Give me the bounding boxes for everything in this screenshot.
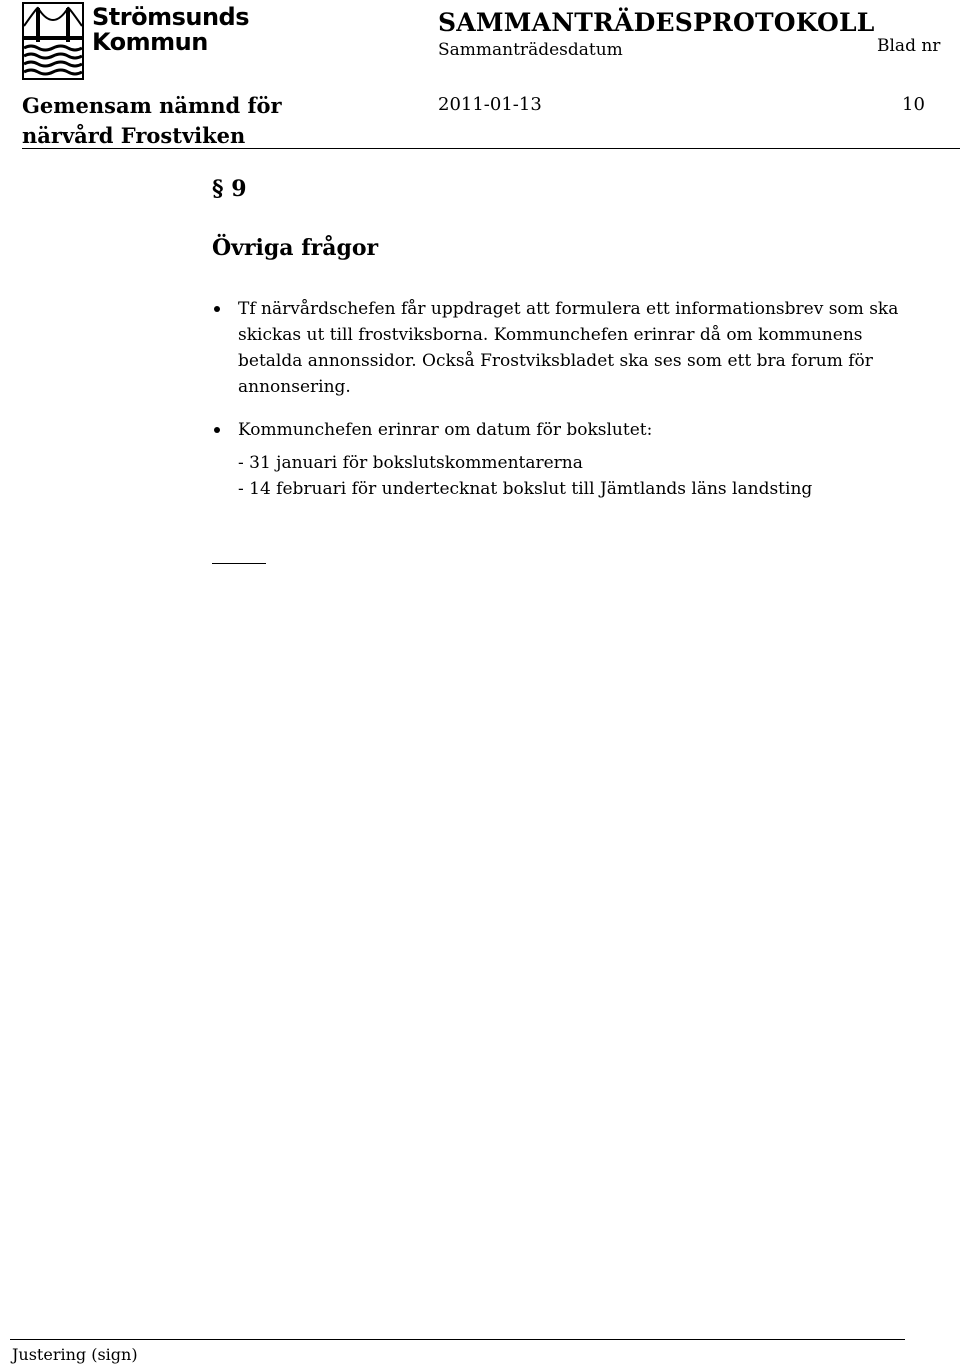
meeting-date: 2011-01-13 [438, 94, 542, 115]
page-number-label: Blad nr [877, 36, 941, 56]
list-item-text: Kommunchefen erinrar om datum för bokslutet: [238, 420, 653, 440]
logo-name-line2: Kommun [92, 28, 208, 56]
bullet-list [212, 296, 932, 519]
section-symbol: § [212, 176, 224, 202]
header-divider [22, 148, 960, 149]
municipality-logo [22, 2, 250, 82]
list-item-text: Tf närvårdschefen får uppdraget att formulera ett informationsbrev som ska skickas ut till frostviksborna. Kommunchefen erinrar då om kommunens betalda annonssidor. Också Frostviksbladet ska ses som ett bra forum för annonsering. [238, 299, 899, 397]
bridge-emblem-icon [22, 2, 84, 80]
section-end-divider [212, 563, 266, 564]
deadline-line: - 31 januari för bokslutskommentarerna [238, 453, 583, 473]
deadline-lines [238, 450, 932, 502]
list-item [212, 417, 932, 502]
section-number [212, 176, 247, 202]
section-heading: Övriga frågor [212, 235, 379, 261]
page-number: 10 [902, 94, 925, 115]
signature-label: Justering (sign) [12, 1345, 138, 1364]
list-item [212, 296, 932, 400]
logo-name-line1: Strömsunds [92, 3, 250, 31]
committee-name-line1: Gemensam nämnd för [22, 93, 282, 118]
committee-name [22, 91, 282, 151]
deadline-line: - 14 februari för undertecknat bokslut till Jämtlands läns landsting [238, 479, 813, 499]
document-title: SAMMANTRÄDESPROTOKOLL [438, 8, 875, 37]
section-number-value: 9 [231, 176, 247, 202]
committee-name-line2: närvård Frostviken [22, 123, 246, 148]
meeting-date-label: Sammanträdesdatum [438, 40, 623, 60]
footer-divider [10, 1339, 905, 1340]
